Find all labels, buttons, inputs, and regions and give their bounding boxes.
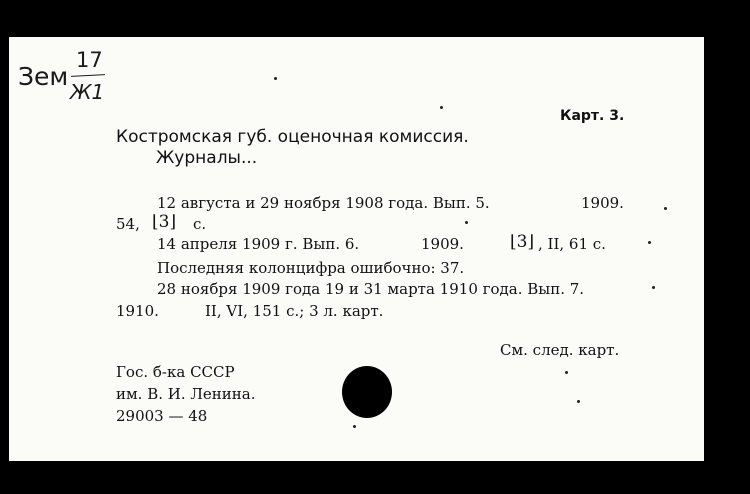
entry-3-text: 14 апреля 1909 г. Вып. 6. [157,235,360,253]
card-title: Костромская губ. оценочная комиссия. [116,127,469,147]
speck [274,77,277,80]
entry-4-text: Последняя колонцифра ошибочно: 37. [157,259,465,277]
speck [577,400,580,403]
speck [465,221,468,224]
entry-1-text: 12 августа и 29 ноября 1908 года. Вып. 5. [157,194,490,212]
handwritten-numerator: 17 [76,48,103,72]
handwritten-prefix: Зем [18,62,69,91]
entry-2-pages: с. [193,215,207,233]
speck [648,241,651,244]
entry-2-text: 54, [116,215,140,233]
entry-1-year: 1909. [581,194,624,212]
library-line-3: 29003 — 48 [116,407,208,425]
library-line-1: Гос. б-ка СССР [116,363,235,381]
entry-5-text: 28 ноября 1909 года 19 и 31 марта 1910 года. Вып. 7. [157,280,585,298]
card-number: Карт. 3. [560,108,625,124]
library-line-2: им. В. И. Ленина. [116,385,256,403]
entry-6-year: 1910. [116,302,159,320]
entry-2-bracketed: ⌊3⌋ [152,212,177,232]
speck [353,425,356,428]
punch-hole [342,366,392,418]
speck [664,207,667,210]
entry-6-pages: II, VI, 151 с.; 3 л. карт. [205,302,384,320]
speck [565,371,568,374]
card-subtitle: Журналы... [156,148,258,168]
see-next-card: См. след. карт. [500,341,620,359]
speck [652,286,655,289]
entry-3-year: 1909. [421,235,464,253]
handwritten-denominator: Ж1 [70,80,105,104]
entry-3-pages: , II, 61 с. [538,235,606,253]
entry-3-bracketed: ⌊3⌋ [510,232,535,252]
speck [440,106,443,109]
